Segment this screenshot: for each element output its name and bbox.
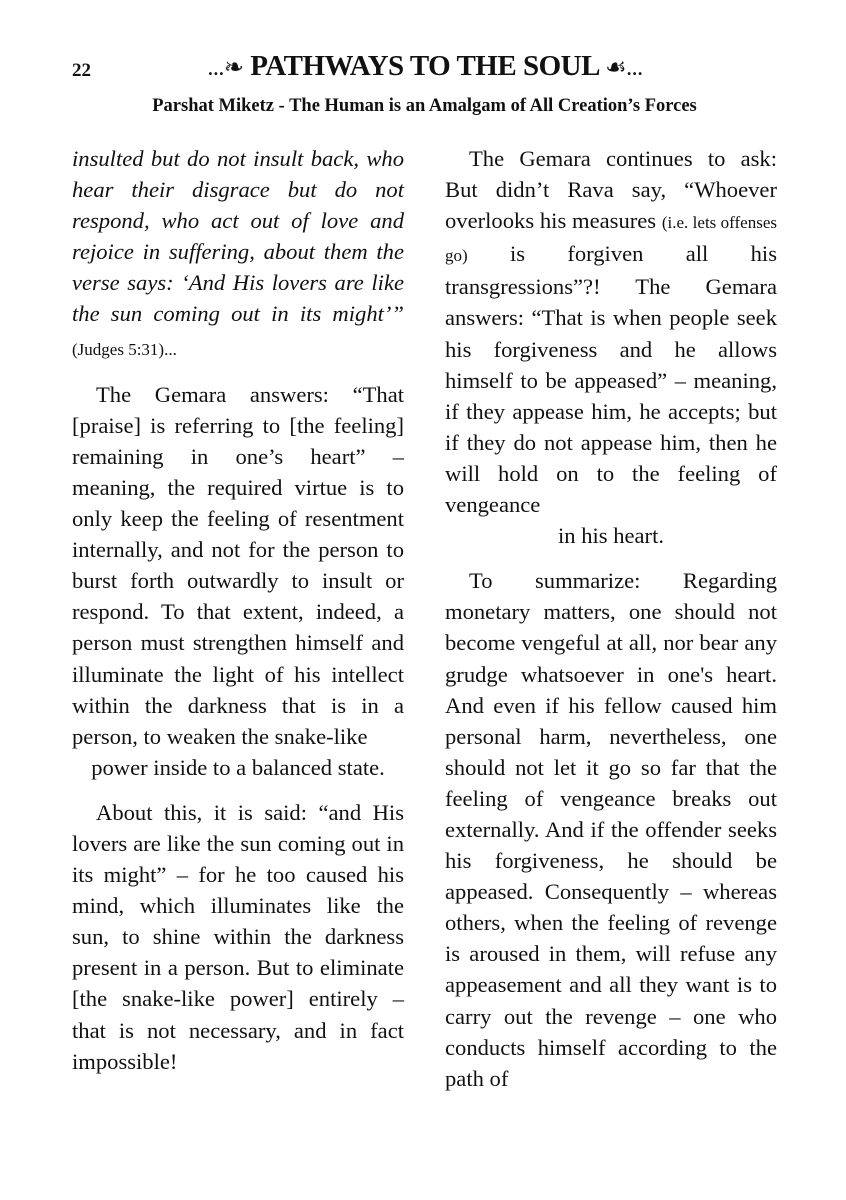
paragraph-last-line: in his heart.	[557, 523, 665, 549]
page-number: 22	[72, 60, 91, 81]
right-column	[445, 143, 777, 1108]
paragraph-last-line: power inside to a balanced state.	[91, 754, 385, 780]
paragraph-text: The Gemara answers: “That [praise] is referring to [the feeling] remaining in one’s heart” – meaning, the required virtue is to only keep the feeling of resentment internally, and not for the person to burst forth outwardly to insult or respond. To that extent, indeed, a person must strengthen himself and illuminate the light of his intellect within the darkness that is in a person, to weaken the snake-like	[72, 381, 404, 749]
left-column	[72, 143, 404, 1091]
paragraph: About this, it is said: “and His lovers are like the sun coming out in its might” – for he too caused his mind, which illuminates like the sun, to shine within the darkness present in a person. But to eliminate [the snake-like power] entirely – that is not necessary, and in fact impossible!	[72, 799, 404, 1074]
ornament-right-icon: ☙...	[605, 55, 643, 81]
quote-text: insulted but do not insult back, who hear their disgrace but do not respond, who act out of love and rejoice in suffering, about them the verse says: ‘And His lovers are like the sun coming out in its might’”	[72, 146, 404, 327]
paragraph	[72, 143, 404, 365]
chapter-subtitle: Parshat Miketz - The Human is an Amalgam of All Creation’s Forces	[152, 96, 697, 116]
paragraph	[72, 379, 404, 783]
parenthetical: (i.e. lets offenses go)	[445, 213, 778, 266]
paragraph-text: The Gemara continues to ask: But didn’t Rava say, “Whoever overlooks his measures	[445, 146, 777, 234]
book-title: PATHWAYS TO THE SOUL	[250, 50, 599, 82]
ornament-left-icon: ...❧	[207, 55, 244, 81]
running-title	[130, 50, 720, 83]
paragraph-text: is forgiven all his transgressions”?! The Gemara answers: “That is when people seek his forgiveness and he allows himself to be appeased” – meaning, if they appease him, he accepts; but if they do not appease him, then he will hold on to the feeling of vengeance	[445, 241, 777, 518]
paragraph: To summarize: Regarding monetary matters, one should not become vengeful at all, nor bear any grudge whatsoever in one's heart. And even if his fellow caused him personal harm, nevertheless, one should not let it go so far that the feeling of vengeance breaks out externally. And if the offender seeks his forgiveness, he should be appeased. Consequently – whereas others, when the feeling of revenge is aroused in them, will refuse any appeasement and all they want is to carry out the revenge – one who conducts himself according to the path of	[445, 568, 777, 1091]
citation: (Judges 5:31)...	[72, 339, 177, 359]
paragraph	[445, 143, 777, 551]
